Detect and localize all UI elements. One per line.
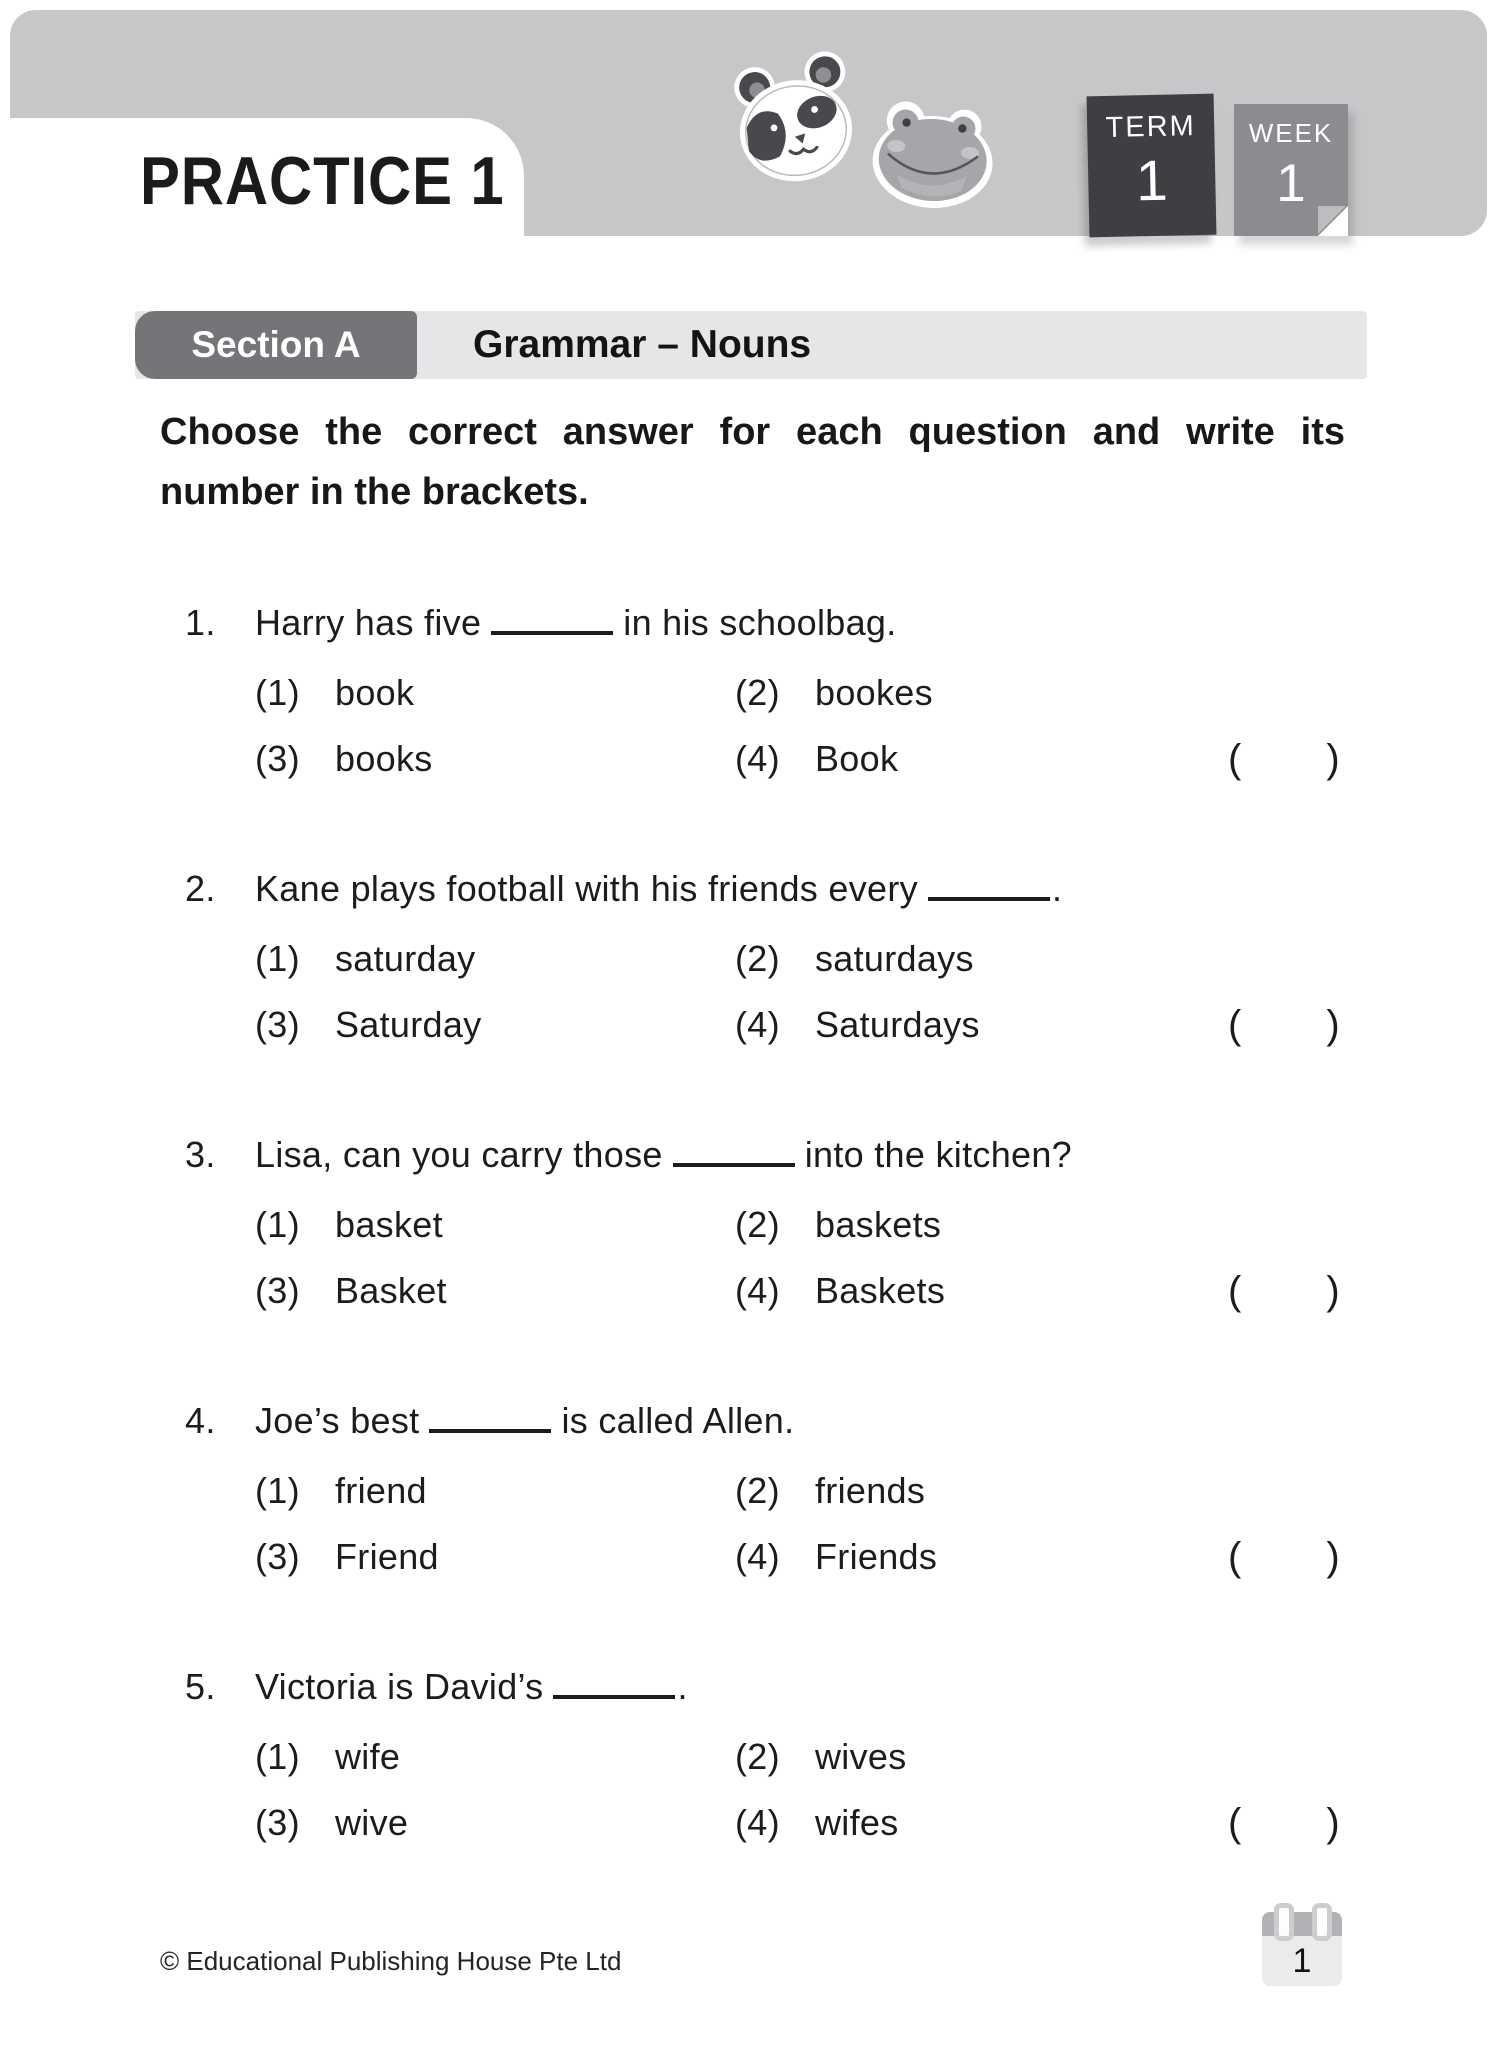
option-label: friends xyxy=(815,1470,926,1511)
option-number: (1) xyxy=(255,1470,300,1511)
option-row xyxy=(160,660,1368,726)
question xyxy=(160,1396,1368,1590)
instructions xyxy=(160,402,1345,522)
option-number: (2) xyxy=(735,1736,780,1777)
term-badge xyxy=(1087,94,1217,238)
answer-blank xyxy=(928,871,1050,901)
option-2 xyxy=(735,1724,907,1790)
option-label: friend xyxy=(335,1470,427,1511)
option-2 xyxy=(735,1192,941,1258)
bracket-open: ( xyxy=(1228,1269,1242,1313)
option-number: (2) xyxy=(735,938,780,979)
stem-after-blank: . xyxy=(677,1666,688,1707)
option-row xyxy=(160,1724,1368,1790)
question-text xyxy=(255,598,1368,648)
section-bar xyxy=(135,311,1367,379)
question xyxy=(160,598,1368,792)
bracket-close: ) xyxy=(1326,1801,1340,1845)
stem-before-blank: Harry has five xyxy=(255,602,482,643)
option-label: wives xyxy=(815,1736,907,1777)
bracket-close: ) xyxy=(1326,1535,1340,1579)
question-number: 4. xyxy=(185,1400,216,1441)
stem-after-blank: in his schoolbag. xyxy=(623,602,897,643)
question-text xyxy=(255,1130,1368,1180)
option-number: (2) xyxy=(735,1204,780,1245)
question xyxy=(160,864,1368,1058)
question-stem xyxy=(160,598,1368,648)
option-number: (1) xyxy=(255,672,300,713)
question-stem xyxy=(160,1396,1368,1446)
option-label: Saturdays xyxy=(815,1004,980,1045)
instructions-line-1: Choose the correct answer for each question and write its xyxy=(160,411,1345,453)
option-label: Friends xyxy=(815,1536,938,1577)
stem-before-blank: Victoria is David’s xyxy=(255,1666,544,1707)
option-label: wife xyxy=(335,1736,401,1777)
option-2 xyxy=(735,1458,925,1524)
option-row xyxy=(160,926,1368,992)
answer-blank xyxy=(491,605,613,635)
option-3 xyxy=(255,726,735,792)
answer-blank xyxy=(673,1137,795,1167)
option-label: Basket xyxy=(335,1270,447,1311)
option-number: (2) xyxy=(735,672,780,713)
option-label: Baskets xyxy=(815,1270,946,1311)
instructions-line-2: number in the brackets. xyxy=(160,471,589,513)
question-list xyxy=(160,598,1368,1928)
option-label: bookes xyxy=(815,672,933,713)
option-label: books xyxy=(335,738,433,779)
option-number: (4) xyxy=(735,1802,780,1843)
answer-blank xyxy=(553,1669,675,1699)
option-row xyxy=(160,1458,1368,1524)
option-label: Friend xyxy=(335,1536,439,1577)
option-label: Saturday xyxy=(335,1004,482,1045)
option-number: (1) xyxy=(255,938,300,979)
option-row xyxy=(160,1192,1368,1258)
option-number: (1) xyxy=(255,1204,300,1245)
stem-after-blank: into the kitchen? xyxy=(804,1134,1072,1175)
question-number: 3. xyxy=(185,1134,216,1175)
option-4 xyxy=(735,992,980,1058)
option-label: baskets xyxy=(815,1204,942,1245)
bracket-open: ( xyxy=(1228,1535,1242,1579)
option-3 xyxy=(255,1524,735,1590)
stem-before-blank: Lisa, can you carry those xyxy=(255,1134,663,1175)
question xyxy=(160,1130,1368,1324)
option-number: (4) xyxy=(735,1270,780,1311)
option-4 xyxy=(735,726,898,792)
option-number: (3) xyxy=(255,1536,300,1577)
frog-sticker-icon xyxy=(868,96,998,212)
option-1 xyxy=(255,1724,735,1790)
footer-copyright: © Educational Publishing House Pte Ltd xyxy=(160,1946,622,1976)
option-label: Book xyxy=(815,738,899,779)
option-number: (3) xyxy=(255,1004,300,1045)
option-1 xyxy=(255,1192,735,1258)
section-label: Section A xyxy=(135,311,417,379)
bracket-close: ) xyxy=(1326,737,1340,781)
calendar-ring-icon xyxy=(1312,1903,1332,1941)
stem-before-blank: Kane plays football with his friends every xyxy=(255,868,918,909)
option-3 xyxy=(255,1258,735,1324)
answer-bracket xyxy=(1228,1790,1340,1856)
answer-bracket xyxy=(1228,992,1340,1058)
page-title: PRACTICE 1 xyxy=(140,143,505,219)
option-2 xyxy=(735,660,933,726)
option-4 xyxy=(735,1790,899,1856)
stem-after-blank: . xyxy=(1051,868,1063,909)
option-label: saturdays xyxy=(815,938,974,979)
folded-corner xyxy=(1318,206,1348,236)
bracket-close: ) xyxy=(1326,1269,1340,1313)
week-badge xyxy=(1234,104,1348,236)
bracket-open: ( xyxy=(1228,737,1242,781)
panda-sticker-icon xyxy=(733,50,859,188)
term-label: TERM xyxy=(1105,110,1197,144)
option-1 xyxy=(255,660,735,726)
week-value: 1 xyxy=(1276,154,1306,213)
page-number: 1 xyxy=(1262,1936,1342,1986)
option-3 xyxy=(255,992,735,1058)
option-label: basket xyxy=(335,1204,443,1245)
answer-bracket xyxy=(1228,1524,1340,1590)
question-text xyxy=(255,864,1368,914)
stem-before-blank: Joe’s best xyxy=(255,1400,420,1441)
option-number: (4) xyxy=(735,738,780,779)
section-title: Grammar – Nouns xyxy=(473,323,812,366)
week-label: WEEK xyxy=(1248,118,1334,148)
option-number: (3) xyxy=(255,1802,300,1843)
stem-after-blank: is called Allen. xyxy=(561,1400,795,1441)
question-number: 1. xyxy=(185,602,216,643)
question-number: 5. xyxy=(185,1666,216,1707)
option-label: wifes xyxy=(815,1802,899,1843)
option-number: (2) xyxy=(735,1470,780,1511)
option-row xyxy=(160,1524,1368,1590)
option-1 xyxy=(255,926,735,992)
question-stem xyxy=(160,1130,1368,1180)
calendar-ring-icon xyxy=(1274,1903,1294,1941)
option-4 xyxy=(735,1524,937,1590)
question-number: 2. xyxy=(185,868,216,909)
option-label: saturday xyxy=(335,938,476,979)
bracket-close: ) xyxy=(1326,1003,1340,1047)
option-row xyxy=(160,1790,1368,1856)
question-text xyxy=(255,1396,1368,1446)
answer-bracket xyxy=(1228,726,1340,792)
option-label: wive xyxy=(335,1802,409,1843)
question-stem xyxy=(160,1662,1368,1712)
page-number-badge xyxy=(1262,1912,1342,1986)
option-2 xyxy=(735,926,974,992)
answer-bracket xyxy=(1228,1258,1340,1324)
question xyxy=(160,1662,1368,1856)
option-row xyxy=(160,1258,1368,1324)
option-number: (4) xyxy=(735,1536,780,1577)
option-4 xyxy=(735,1258,945,1324)
option-number: (3) xyxy=(255,738,300,779)
option-3 xyxy=(255,1790,735,1856)
question-stem xyxy=(160,864,1368,914)
term-value: 1 xyxy=(1135,148,1169,214)
answer-blank xyxy=(429,1403,551,1433)
option-row xyxy=(160,992,1368,1058)
option-row xyxy=(160,726,1368,792)
bracket-open: ( xyxy=(1228,1801,1242,1845)
option-1 xyxy=(255,1458,735,1524)
option-number: (4) xyxy=(735,1004,780,1045)
option-number: (1) xyxy=(255,1736,300,1777)
bracket-open: ( xyxy=(1228,1003,1242,1047)
option-number: (3) xyxy=(255,1270,300,1311)
option-label: book xyxy=(335,672,415,713)
question-text xyxy=(255,1662,1368,1712)
